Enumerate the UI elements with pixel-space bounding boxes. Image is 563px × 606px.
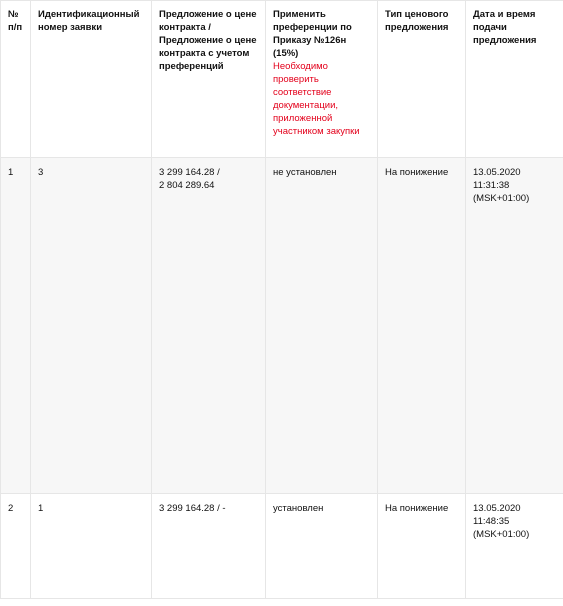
cell-application-id: 3	[31, 158, 152, 494]
table-row	[1, 158, 563, 494]
submission-time: 11:31:38	[473, 180, 510, 191]
col-header-preferences	[266, 1, 378, 158]
cell-price-offer	[152, 158, 266, 494]
price-offer-with-preference-value: 2 804 289.64	[159, 180, 215, 191]
price-offer-value: 3 299 164.28 / -	[159, 503, 226, 514]
col-header-price-type: Тип ценового предложения	[378, 1, 466, 158]
submission-time: 11:48:35	[473, 516, 510, 527]
cell-number: 1	[1, 158, 31, 494]
cell-preferences-status: не установлен	[266, 158, 378, 494]
cell-submission-datetime	[466, 158, 563, 494]
price-offer-value: 3 299 164.28 /	[159, 167, 220, 178]
cell-number: 2	[1, 494, 31, 599]
col-header-application-id: Идентификационный номер заявки	[31, 1, 152, 158]
preferences-warning-text: Необходимо проверить соответствие документации, приложенной участником закупки	[273, 61, 360, 137]
cell-application-id: 1	[31, 494, 152, 599]
cell-submission-datetime	[466, 494, 563, 599]
col-header-submission-datetime: Дата и время подачи предложения	[466, 1, 563, 158]
cell-price-offer	[152, 494, 266, 599]
table-row	[1, 494, 563, 599]
cell-price-type: На понижение	[378, 494, 466, 599]
col-header-price-offer: Предложение о цене контракта / Предложение о цене контракта с учетом преференций	[152, 1, 266, 158]
submission-date: 13.05.2020	[473, 167, 521, 178]
col-header-number: № п/п	[1, 1, 31, 158]
submission-timezone: (MSK+01:00)	[473, 193, 530, 204]
submission-timezone: (MSK+01:00)	[473, 529, 530, 540]
submission-date: 13.05.2020	[473, 503, 521, 514]
preferences-header-label: Применить преференции по Приказу №126н (15%)	[273, 9, 352, 59]
header-row	[1, 1, 563, 158]
cell-price-type: На понижение	[378, 158, 466, 494]
cell-preferences-status: установлен	[266, 494, 378, 599]
